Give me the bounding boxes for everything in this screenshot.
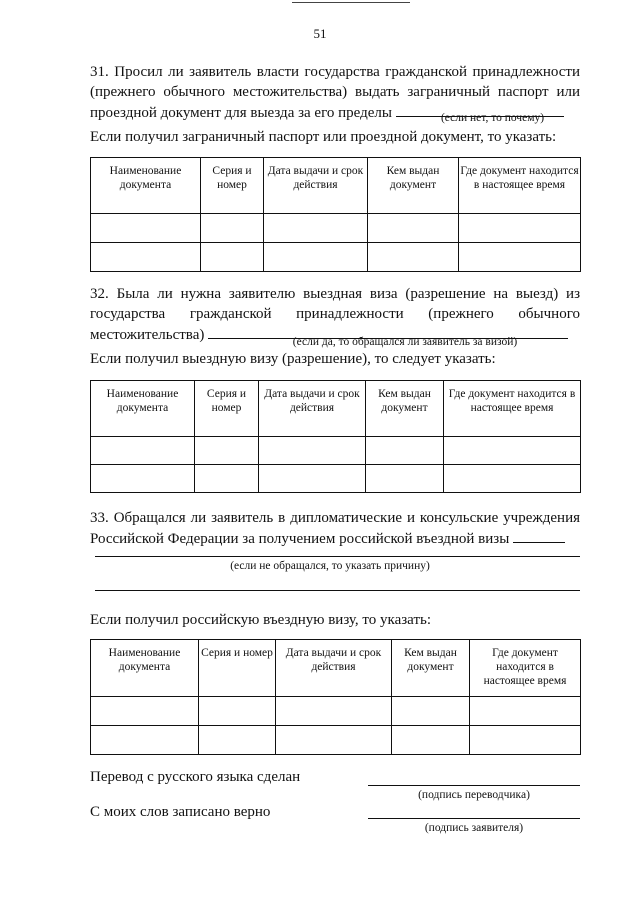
table-cell[interactable] bbox=[259, 437, 366, 465]
q32-note: (если да, то обращался ли заявитель за визой) bbox=[292, 336, 518, 348]
table-cell[interactable] bbox=[91, 243, 201, 272]
translator-signature-note: (подпись переводчика) bbox=[418, 789, 530, 801]
table-cell[interactable] bbox=[201, 243, 264, 272]
applicant-signature-line[interactable] bbox=[368, 818, 580, 819]
table-cell[interactable] bbox=[264, 214, 368, 243]
table-row bbox=[91, 437, 581, 465]
th-series-number: Серия и номер bbox=[201, 158, 264, 214]
table-cell[interactable] bbox=[368, 214, 459, 243]
table-cell[interactable] bbox=[392, 697, 470, 726]
table-cell[interactable] bbox=[199, 697, 276, 726]
q32-text: 32. Была ли нужна заявителю выездная виза (разрешение на выезд) из государства гражданской принадлежности (прежнего обычного местожительства) bbox=[90, 286, 580, 343]
table-row bbox=[91, 465, 581, 493]
table-cell[interactable] bbox=[91, 214, 201, 243]
th-issued-by: Кем выдан документ bbox=[366, 381, 444, 437]
table-cell[interactable] bbox=[91, 697, 199, 726]
q33-answer-line-2[interactable] bbox=[95, 556, 580, 557]
table-cell[interactable] bbox=[366, 437, 444, 465]
q33-note: (если не обращался, то указать причину) bbox=[230, 560, 430, 572]
th-location: Где документ находится в настоящее время bbox=[470, 640, 581, 697]
table-cell[interactable] bbox=[259, 465, 366, 493]
th-issued-by: Кем выдан документ bbox=[392, 640, 470, 697]
th-issue-date: Дата выдачи и срок действия bbox=[259, 381, 366, 437]
table-cell[interactable] bbox=[91, 437, 195, 465]
table-cell[interactable] bbox=[459, 243, 581, 272]
table-cell[interactable] bbox=[264, 243, 368, 272]
recorded-label: С моих слов записано верно bbox=[90, 804, 271, 820]
table-cell[interactable] bbox=[459, 214, 581, 243]
table-cell[interactable] bbox=[276, 726, 392, 755]
th-location: Где документ находится в настоящее время bbox=[444, 381, 581, 437]
table-cell[interactable] bbox=[195, 437, 259, 465]
table-cell[interactable] bbox=[444, 437, 581, 465]
th-issued-by: Кем выдан документ bbox=[368, 158, 459, 214]
table-cell[interactable] bbox=[276, 697, 392, 726]
th-document-name: Наименование документа bbox=[91, 381, 195, 437]
table-cell[interactable] bbox=[199, 726, 276, 755]
table-cell[interactable] bbox=[444, 465, 581, 493]
th-document-name: Наименование документа bbox=[91, 158, 201, 214]
table-cell[interactable] bbox=[368, 243, 459, 272]
table-cell[interactable] bbox=[91, 726, 199, 755]
q33-followup: Если получил российскую въездную визу, то указать: bbox=[90, 612, 432, 628]
q33-answer-line-3[interactable] bbox=[95, 590, 580, 591]
q31-note: (если нет, то почему) bbox=[440, 112, 545, 124]
table-cell[interactable] bbox=[201, 214, 264, 243]
table-cell[interactable] bbox=[366, 465, 444, 493]
top-edge-line bbox=[292, 2, 410, 3]
th-issue-date: Дата выдачи и срок действия bbox=[264, 158, 368, 214]
q33-answer-line[interactable] bbox=[513, 528, 565, 543]
q31-text: 31. Просил ли заявитель власти государства гражданской принадлежности (прежнего обычного местожительства) выдать заграничный паспорт или проездной документ для выезда за его пределы bbox=[90, 64, 580, 121]
th-series-number: Серия и номер bbox=[199, 640, 276, 697]
table-cell[interactable] bbox=[392, 726, 470, 755]
table-passport bbox=[90, 157, 581, 272]
table-row bbox=[91, 214, 581, 243]
table-cell[interactable] bbox=[91, 465, 195, 493]
table-exit-visa bbox=[90, 380, 581, 493]
th-location: Где документ находится в настоящее время bbox=[459, 158, 581, 214]
table-row bbox=[91, 697, 581, 726]
table-row bbox=[91, 726, 581, 755]
q32-followup: Если получил выездную визу (разрешение), то следует указать: bbox=[90, 351, 496, 367]
translator-signature-line[interactable] bbox=[368, 785, 580, 786]
th-issue-date: Дата выдачи и срок действия bbox=[276, 640, 392, 697]
table-entry-visa bbox=[90, 639, 581, 755]
table-row bbox=[91, 243, 581, 272]
table-cell[interactable] bbox=[470, 697, 581, 726]
q33-text: 33. Обращался ли заявитель в дипломатические и консульские учреждения Российской Федерации за получением российской въездной визы bbox=[90, 510, 580, 547]
table-cell[interactable] bbox=[195, 465, 259, 493]
translation-label: Перевод с русского языка сделан bbox=[90, 769, 301, 785]
applicant-signature-note: (подпись заявителя) bbox=[424, 822, 524, 834]
page-number: 51 bbox=[313, 26, 327, 41]
th-document-name: Наименование документа bbox=[91, 640, 199, 697]
table-cell[interactable] bbox=[470, 726, 581, 755]
q31-followup: Если получил заграничный паспорт или проездной документ, то указать: bbox=[90, 129, 557, 145]
th-series-number: Серия и номер bbox=[195, 381, 259, 437]
